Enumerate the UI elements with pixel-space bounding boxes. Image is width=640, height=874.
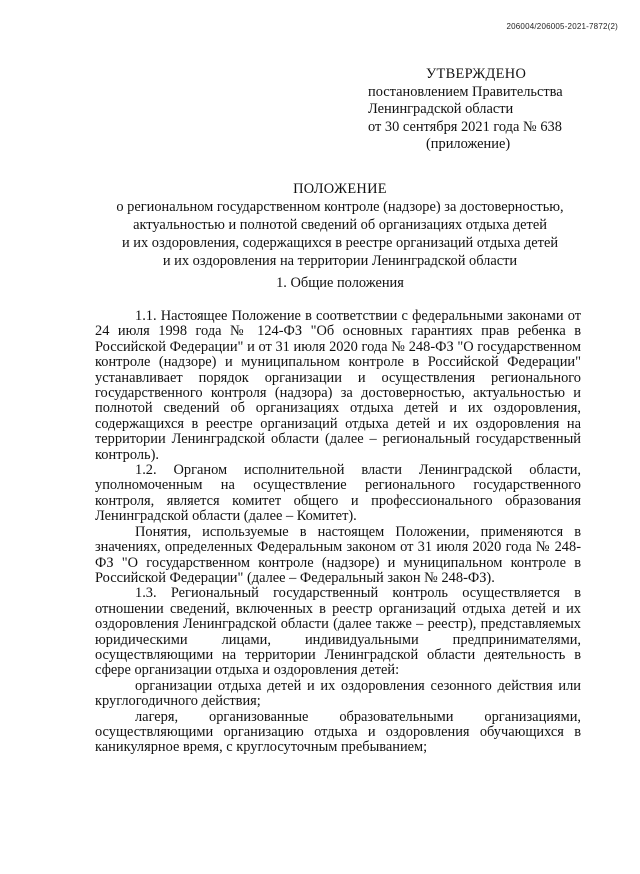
document-number: 206004/206005-2021-7872(2): [506, 22, 618, 31]
list-item-camps: лагеря, организованные образовательными организациями, осуществляющими организацию отдыха и оздоровления обучающихся в каникулярное время, с круглосуточным пребыванием;: [95, 708, 581, 756]
document-subtitle-line-4: и их оздоровления на территории Ленинградской области: [162, 253, 518, 269]
paragraph-1-2: 1.2. Органом исполнительной власти Ленинградской области, уполномоченным на осуществление регионального государственного контроля, является комитет общего и профессионального образования Ленинградской области (далее – Комитет).: [95, 462, 581, 525]
approval-title: УТВЕРЖДЕНО: [426, 66, 527, 82]
paragraph-1-3: 1.3. Региональный государственный контроль осуществляется в отношении сведений, включенных в реестр организаций отдыха детей и их оздоровления Ленинградской области (далее также – реестр), представляемых юридическими лицами, индивидуальными предпринимателями, осуществляющими на территории Ленинградской области деятельность в сфере организации отдыха и оздоровления детей:: [95, 585, 581, 679]
paragraph-definitions: Понятия, используемые в настоящем Положении, применяются в значениях, определенных Федеральным законом от 31 июля 2020 года № 248-ФЗ "О государственном контроле (надзоре) и муниципальном контроле в Российской Федерации" (далее – Федеральный закон № 248-ФЗ).: [95, 523, 581, 586]
approval-line-1: постановлением Правительства: [368, 83, 563, 100]
approval-line-2: Ленинградской области: [368, 101, 514, 118]
paragraph-1-1: 1.1. Настоящее Положение в соответствии с федеральными законами от 24 июля 1998 года № 124-ФЗ "Об основных гарантиях прав ребенка в Российской Федерации" и от 31 июля 2020 года № 248-ФЗ "О государственном контроле (надзоре) и муниципальном контроле в Российской Федерации" устанавливает порядок организации и осуществления регионального государственного контроля (надзора) за достоверностью, актуальностью и полнотой сведений об организациях отдыха детей и их оздоровления, содержащихся в реестре организаций отдыха детей и их оздоровления на территории Ленинградской области (далее – региональный государственный контроль).: [95, 308, 581, 463]
document-heading: [90, 180, 590, 270]
body-text: [95, 309, 581, 756]
approval-stamp: [368, 66, 618, 154]
list-item-seasonal-organizations: организации отдыха детей и их оздоровления сезонного действия или круглогодичного действия;: [95, 677, 581, 710]
document-subtitle-line-1: о региональном государственном контроле (надзоре) за достоверностью,: [116, 199, 564, 215]
document-subtitle-line-2: актуальностью и полнотой сведений об организациях отдыха детей: [133, 217, 547, 233]
document-title: ПОЛОЖЕНИЕ: [293, 181, 387, 197]
section-title: 1. Общие положения: [276, 275, 404, 291]
approval-line-3: от 30 сентября 2021 года № 638: [368, 118, 562, 135]
approval-note: (приложение): [426, 136, 511, 153]
document-subtitle-line-3: и их оздоровления, содержащихся в реестре организаций отдыха детей: [121, 235, 559, 251]
